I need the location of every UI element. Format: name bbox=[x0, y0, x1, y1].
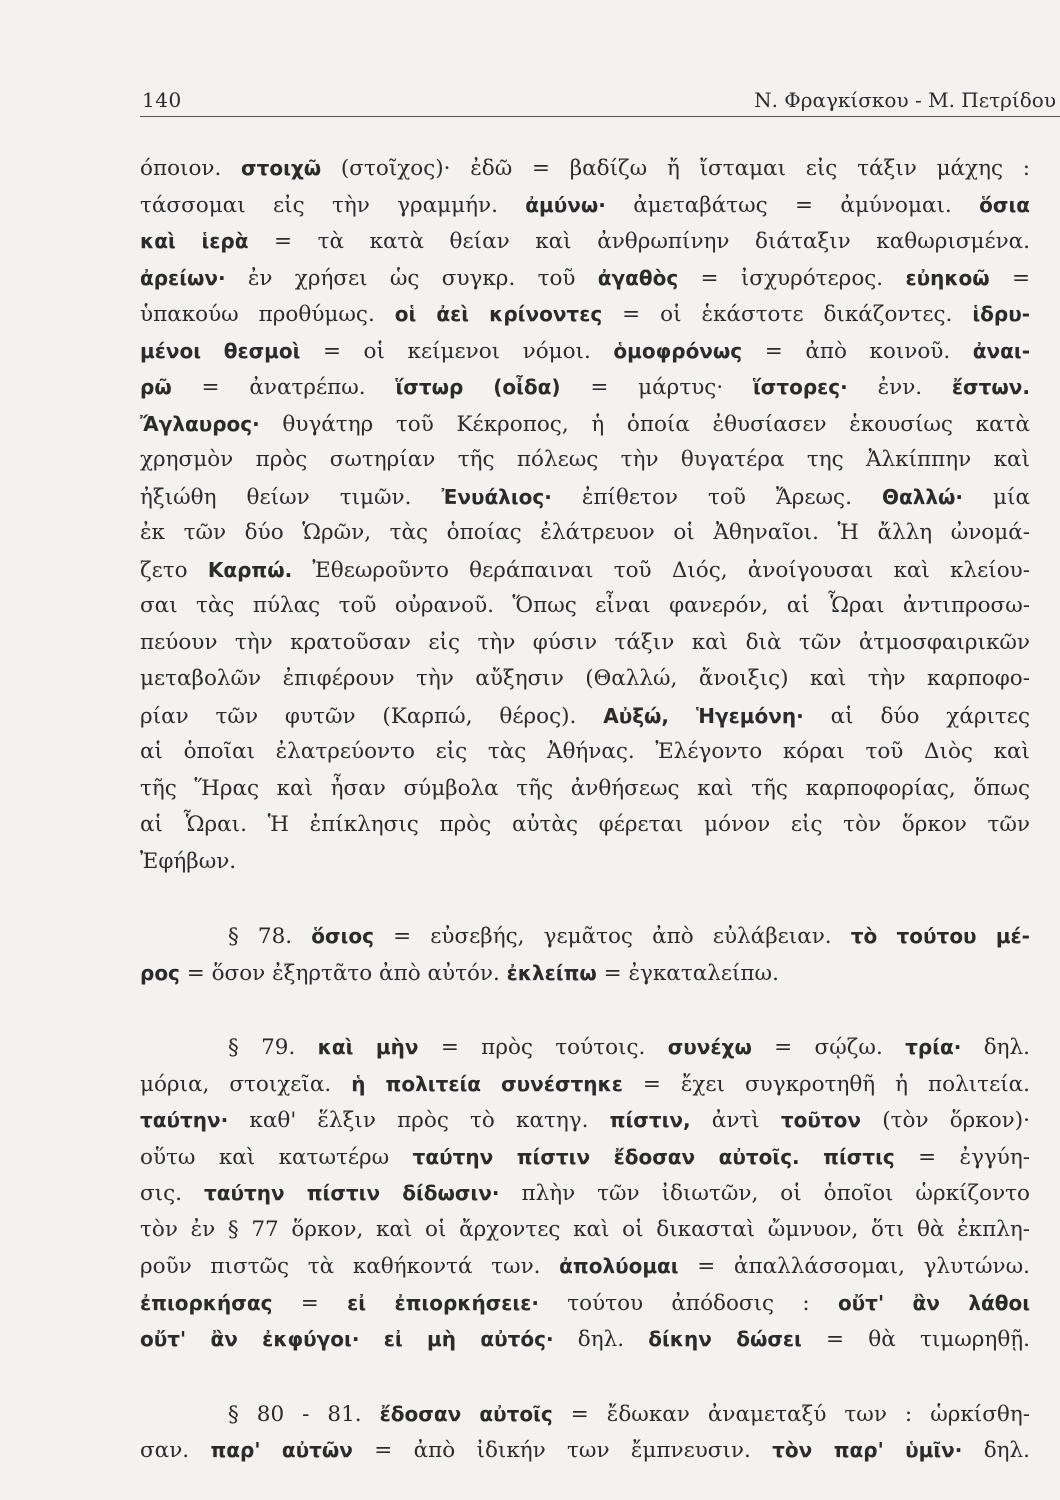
body-line: καὶ ἱερὰ = τὰ κατὰ θείαν καὶ ἀνθρωπίνην διάταξιν καθωρισμένα. bbox=[140, 229, 1031, 254]
body-line: ρίαν τῶν φυτῶν (Καρπώ, θέρος). Αὐξώ, Ἡγεμόνη· αἱ δύο χάριτες bbox=[140, 703, 1030, 729]
body-line: οὕτω καὶ κατωτέρω ταύτην πίστιν ἔδοσαν αὐτοῖς. πίστις = ἐγγύη- bbox=[140, 1144, 1030, 1170]
body-line: ζετο Καρπώ. Ἐθεωροῦντο θεράπαιναι τοῦ Διός, ἀνοίγουσαι καὶ κλείου- bbox=[140, 557, 1030, 583]
body-line: αἱ ὁποῖαι ἐλατρεύοντο εἰς τὰς Ἀθήνας. Ἐλέγοντο κόραι τοῦ Διὸς καὶ bbox=[140, 739, 1030, 764]
body-line: μένοι θεσμοὶ = οἱ κείμενοι νόμοι. ὁμοφρόνως = ἀπὸ κοινοῦ. ἀναι- bbox=[140, 338, 1030, 364]
body-line: σαι τὰς πύλας τοῦ οὐρανοῦ. Ὅπως εἶναι φανερόν, αἱ Ὧραι ἀντιπροσω- bbox=[140, 593, 1030, 618]
body-line: πεύουν τὴν κρατοῦσαν εἰς τὴν φύσιν τάξιν καὶ διὰ τῶν ἀτμοσφαιρικῶν bbox=[140, 629, 1030, 655]
body-line: αἱ Ὧραι. Ἡ ἐπίκλησις πρὸς αὐτὰς φέρεται μόνον εἰς τὸν ὅρκον τῶν bbox=[140, 812, 1030, 837]
body-line: ρος = ὅσον ἐξηρτᾶτο ἀπὸ αὐτόν. ἐκλείπω = ἐγκαταλείπω. bbox=[140, 960, 779, 986]
running-head-authors: Ν. Φραγκίσκου - Μ. Πετρίδου bbox=[754, 88, 1056, 112]
body-line: ταύτην· καθ' ἕλξιν πρὸς τὸ κατηγ. πίστιν, ἀντὶ τοῦτον (τὸν ὅρκον)· bbox=[140, 1108, 1030, 1133]
body-line: Ἄγλαυρος· θυγάτηρ τοῦ Κέκροπος, ἡ ὁποία ἐθυσίασεν ἑκουσίως κατὰ bbox=[140, 411, 1030, 437]
body-line: τάσσομαι εἰς τὴν γραμμήν. ἀμύνω· ἀμεταβάτως = ἀμύνομαι. ὅσια bbox=[140, 192, 1030, 218]
section-80-81-line: § 80 - 81. ἔδοσαν αὐτοῖς = ἔδωκαν ἀναμεταξύ των : ὡρκίσθη- bbox=[228, 1401, 1030, 1427]
section-79-line: § 79. καὶ μὴν = πρὸς τούτοις. συνέχω = σῴζω. τρία· δηλ. bbox=[228, 1035, 1030, 1060]
body-line: ἐκ τῶν δύο Ὡρῶν, τὰς ὁποίας ἐλάτρευον οἱ Ἀθηναῖοι. Ἡ ἄλλη ὠνομά- bbox=[140, 520, 1030, 545]
body-line: ἠξιώθη θείων τιμῶν. Ἐνυάλιος· ἐπίθετον τοῦ Ἄρεως. Θαλλώ· μία bbox=[140, 484, 1030, 510]
body-line: ροῦν πιστῶς τὰ καθήκοντά των. ἀπολύομαι = ἀπαλλάσσομαι, γλυτώνω. bbox=[140, 1254, 1030, 1279]
body-line: Ἐφήβων. bbox=[140, 848, 237, 874]
running-header bbox=[140, 86, 1060, 117]
body-line: μόρια, στοιχεῖα. ἡ πολιτεία συνέστηκε = ἔχει συγκροτηθῆ ἡ πολιτεία. bbox=[140, 1071, 1030, 1097]
body-line: σις. ταύτην πίστιν δίδωσιν· πλὴν τῶν ἰδιωτῶν, οἱ ὁποῖοι ὡρκίζοντο bbox=[140, 1181, 1030, 1206]
page-number: 140 bbox=[142, 88, 182, 112]
body-line: οὔτ' ἂν ἐκφύγοι· εἰ μὴ αὐτός· δηλ. δίκην δώσει = θὰ τιμωρηθῇ. bbox=[140, 1327, 1030, 1352]
body-line: τῆς Ἥρας καὶ ἦσαν σύμβολα τῆς ἀνθήσεως καὶ τῆς καρποφορίας, ὅπως bbox=[140, 775, 1030, 801]
body-line: μεταβολῶν ἐπιφέρουν τὴν αὔξησιν (Θαλλώ, ἄνοιξις) καὶ τὴν καρποφο- bbox=[140, 666, 1030, 691]
body-line: χρησμὸν πρὸς σωτηρίαν τῆς πόλεως τὴν θυγατέρα της Ἀλκίππην καὶ bbox=[140, 447, 1030, 472]
body-line: ὑπακούω προθύμως. οἱ ἀεὶ κρίνοντες = οἱ ἑκάστοτε δικάζοντες. ἱδρυ- bbox=[140, 302, 1031, 327]
commentary-body bbox=[140, 150, 1030, 1469]
section-78-line: § 78. ὅσιος = εὐσεβής, γεμᾶτος ἀπὸ εὐλάβειαν. τὸ τούτου μέ- bbox=[228, 924, 1030, 949]
body-line: ἀρείων· ἐν χρήσει ὡς συγκρ. τοῦ ἀγαθὸς = ἰσχυρότερος. εὐηκοῶ = bbox=[140, 265, 1030, 291]
body-line: όποιον. στοιχῶ (στοῖχος)· ἐδῶ = βαδίζω ἤ ἴσταμαι εἰς τάξιν μάχης : bbox=[140, 156, 1030, 181]
body-line: τὸν ἐν § 77 ὅρκον, καὶ οἱ ἄρχοντες καὶ οἱ δικασταὶ ὤμνυον, ὅτι θὰ ἐκπλη- bbox=[140, 1216, 1030, 1242]
body-line: ρῶ = ἀνατρέπω. ἵστωρ (οἶδα) = μάρτυς· ἵστορες· ἐνν. ἔστων. bbox=[140, 375, 1030, 400]
body-line: ἐπιορκήσας = εἰ ἐπιορκήσειε· τούτου ἀπόδοσις : οὔτ' ἂν λάθοι bbox=[140, 1290, 1031, 1316]
body-line: σαν. παρ' αὐτῶν = ἀπὸ ἰδικήν των ἔμπνευσιν. τὸν παρ' ὑμῖν· δηλ. bbox=[140, 1438, 1031, 1463]
